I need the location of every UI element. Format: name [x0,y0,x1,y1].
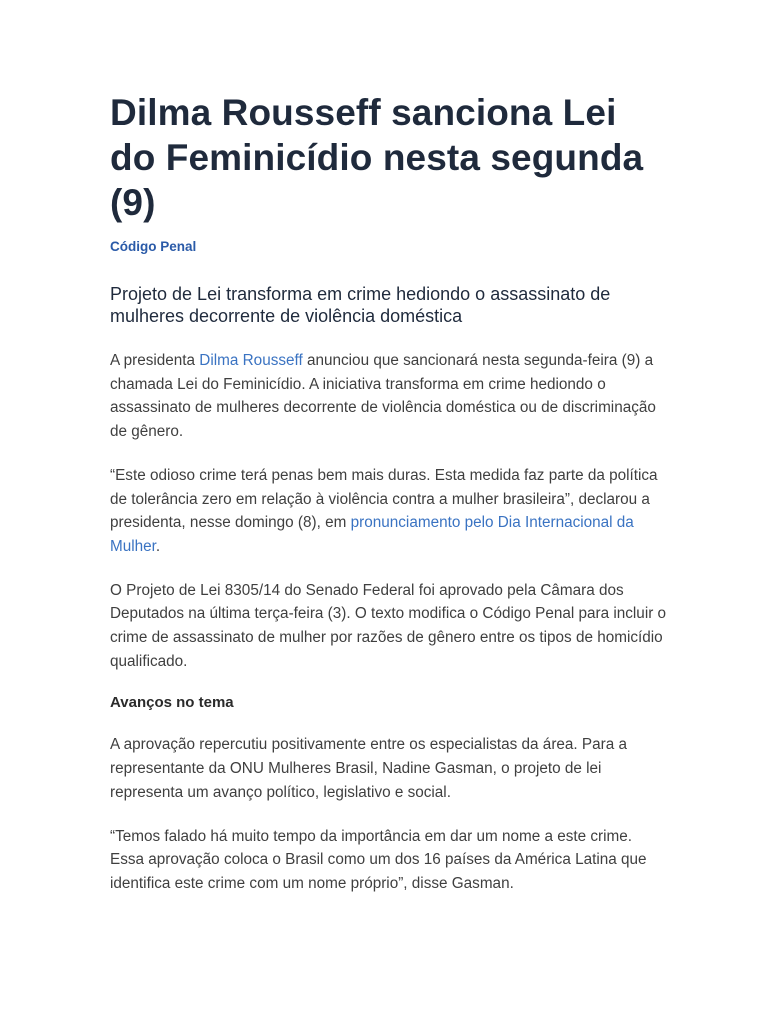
dilma-rousseff-link[interactable]: Dilma Rousseff [199,352,303,369]
category-link[interactable]: Código Penal [110,239,197,254]
paragraph-1 [110,349,670,444]
paragraph-2-text-after: . [155,537,161,555]
paragraph-2-text-before: “Este odioso crime terá penas bem mais duras. Esta medida faz parte da política de tolerância zero em relação à violência contra a mulher brasileira”, declarou a presidenta, nesse domingo (8), em [110,466,658,532]
paragraph-1-text-before: A presidenta [110,352,200,369]
paragraph-3: O Projeto de Lei 8305/14 do Senado Federal foi aprovado pela Câmara dos Deputados na última terça-feira (3). O texto modifica o Código Penal para incluir o crime de assassinato de mulher por razões de gênero entre os tipos de homicídio qualificado. [110,581,667,670]
paragraph-4: A aprovação repercutiu positivamente entre os especialistas da área. Para a representante da ONU Mulheres Brasil, Nadine Gasman, o projeto de lei representa um avanço político, legislativo e social. [110,736,627,801]
paragraph-1-text-after: anunciou que sancionará nesta segunda-feira (9) a chamada Lei do Feminicídio. A iniciativa transforma em crime hediondo o assassinato de mulheres decorrente de violência doméstica ou de discriminação de gênero. [110,352,656,441]
article-lead: Projeto de Lei transforma em crime hediondo o assassinato de mulheres decorrente de violência doméstica [110,284,611,326]
article-title: Dilma Rousseff sanciona Lei do Feminicídio nesta segunda (9) [110,92,644,223]
section-subheading: Avanços no tema [110,694,234,712]
pronunciamento-link[interactable]: pronunciamento pelo Dia Internacional da Mulher [110,514,634,555]
paragraph-2 [110,464,670,559]
paragraph-5: “Temos falado há muito tempo da importância em dar um nome a este crime. Essa aprovação coloca o Brasil como um dos 16 países da América Latina que identifica este crime com um nome próprio”, disse Gasman. [110,827,647,892]
article [110,90,670,896]
